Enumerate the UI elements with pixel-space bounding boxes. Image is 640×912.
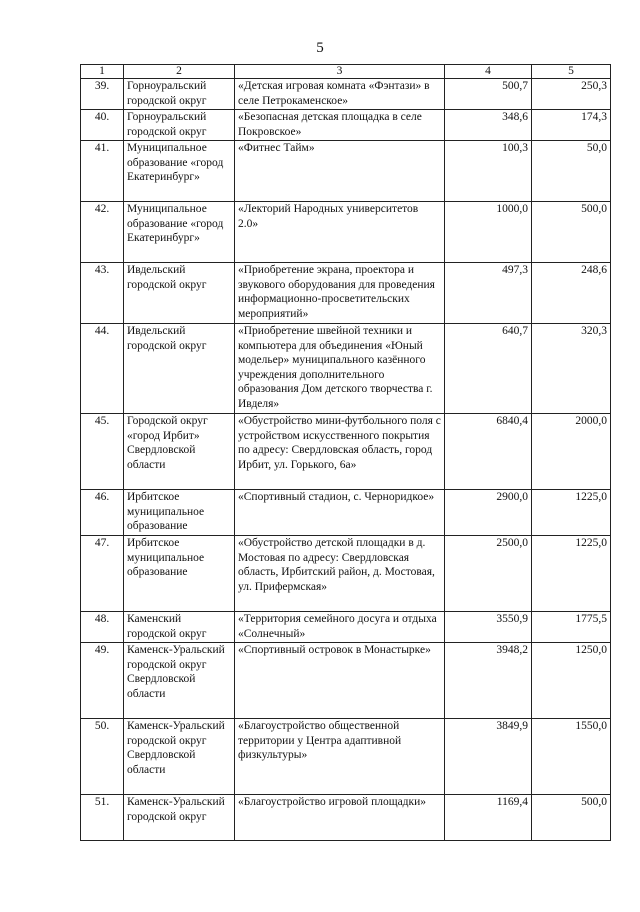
table-row (81, 490, 611, 536)
row-number: 41. (81, 141, 124, 202)
total-cost-cell: 2900,0 (445, 490, 532, 536)
table-row (81, 141, 611, 202)
row-number: 44. (81, 324, 124, 414)
municipality-cell: Ивдельский городской округ (124, 263, 235, 324)
total-cost-cell: 348,6 (445, 110, 532, 141)
total-cost-cell: 3849,9 (445, 719, 532, 795)
municipality-cell: Городской округ «город Ирбит» Свердловской области (124, 414, 235, 490)
row-number: 51. (81, 795, 124, 841)
row-number: 49. (81, 643, 124, 719)
row-number: 42. (81, 202, 124, 263)
row-number: 40. (81, 110, 124, 141)
municipality-cell: Каменск-Уральский городской округ (124, 795, 235, 841)
municipality-cell: Ирбитское муниципальное образование (124, 536, 235, 612)
municipality-cell: Горноуральский городской округ (124, 79, 235, 110)
header-col-3: 3 (235, 65, 445, 79)
subsidy-cell: 320,3 (532, 324, 611, 414)
header-col-2: 2 (124, 65, 235, 79)
municipality-cell: Муниципальное образование «город Екатеринбург» (124, 141, 235, 202)
project-cell: «Приобретение экрана, проектора и звукового оборудования для проведения информационно-просветительских мероприятий» (235, 263, 445, 324)
total-cost-cell: 6840,4 (445, 414, 532, 490)
table-row (81, 324, 611, 414)
total-cost-cell: 497,3 (445, 263, 532, 324)
row-number: 46. (81, 490, 124, 536)
subsidy-cell: 250,3 (532, 79, 611, 110)
table-row (81, 414, 611, 490)
subsidy-cell: 500,0 (532, 202, 611, 263)
header-col-5: 5 (532, 65, 611, 79)
total-cost-cell: 3550,9 (445, 612, 532, 643)
table-row (81, 536, 611, 612)
project-cell: «Территория семейного досуга и отдыха «Солнечный» (235, 612, 445, 643)
subsidy-cell: 1225,0 (532, 536, 611, 612)
project-cell: «Благоустройство общественной территории у Центра адаптивной физкультуры» (235, 719, 445, 795)
project-cell: «Спортивный островок в Монастырке» (235, 643, 445, 719)
project-cell: «Детская игровая комната «Фэнтази» в селе Петрокаменское» (235, 79, 445, 110)
project-cell: «Благоустройство игровой площадки» (235, 795, 445, 841)
table-row (81, 719, 611, 795)
row-number: 47. (81, 536, 124, 612)
subsidy-cell: 50,0 (532, 141, 611, 202)
project-cell: «Спортивный стадион, с. Черноридкое» (235, 490, 445, 536)
subsidy-cell: 2000,0 (532, 414, 611, 490)
municipality-cell: Ивдельский городской округ (124, 324, 235, 414)
municipality-cell: Каменск-Уральский городской округ Свердловской области (124, 719, 235, 795)
header-col-4: 4 (445, 65, 532, 79)
subsidy-cell: 248,6 (532, 263, 611, 324)
page-number: 5 (316, 40, 324, 56)
municipality-cell: Каменск-Уральский городской округ Свердловской области (124, 643, 235, 719)
municipality-cell: Ирбитское муниципальное образование (124, 490, 235, 536)
project-cell: «Фитнес Тайм» (235, 141, 445, 202)
table-row (81, 612, 611, 643)
subsidy-cell: 1250,0 (532, 643, 611, 719)
projects-table (80, 64, 611, 841)
total-cost-cell: 3948,2 (445, 643, 532, 719)
project-cell: «Безопасная детская площадка в селе Покровское» (235, 110, 445, 141)
table-row (81, 263, 611, 324)
table-row (81, 79, 611, 110)
total-cost-cell: 1169,4 (445, 795, 532, 841)
municipality-cell: Муниципальное образование «город Екатеринбург» (124, 202, 235, 263)
total-cost-cell: 640,7 (445, 324, 532, 414)
total-cost-cell: 500,7 (445, 79, 532, 110)
row-number: 48. (81, 612, 124, 643)
municipality-cell: Горноуральский городской округ (124, 110, 235, 141)
table-row (81, 795, 611, 841)
municipality-cell: Каменский городской округ (124, 612, 235, 643)
header-col-1: 1 (81, 65, 124, 79)
project-cell: «Обустройство детской площадки в д. Мостовая по адресу: Свердловская область, Ирбитский район, д. Мостовая, ул. Прифермская» (235, 536, 445, 612)
table-row (81, 643, 611, 719)
table-header-row (81, 65, 611, 79)
row-number: 39. (81, 79, 124, 110)
total-cost-cell: 1000,0 (445, 202, 532, 263)
table-row (81, 202, 611, 263)
subsidy-cell: 1225,0 (532, 490, 611, 536)
project-cell: «Лекторий Народных университетов 2.0» (235, 202, 445, 263)
row-number: 43. (81, 263, 124, 324)
project-cell: «Приобретение швейной техники и компьютера для объединения «Юный модельер» муниципального казённого учреждения дополнительного образования Дом детского творчества г. Ивделя» (235, 324, 445, 414)
project-cell: «Обустройство мини-футбольного поля с устройством искусственного покрытия по адресу: Свердловская область, город Ирбит, ул. Горького, 6а» (235, 414, 445, 490)
subsidy-cell: 1550,0 (532, 719, 611, 795)
subsidy-cell: 174,3 (532, 110, 611, 141)
table-row (81, 110, 611, 141)
row-number: 45. (81, 414, 124, 490)
subsidy-cell: 1775,5 (532, 612, 611, 643)
total-cost-cell: 2500,0 (445, 536, 532, 612)
total-cost-cell: 100,3 (445, 141, 532, 202)
row-number: 50. (81, 719, 124, 795)
subsidy-cell: 500,0 (532, 795, 611, 841)
